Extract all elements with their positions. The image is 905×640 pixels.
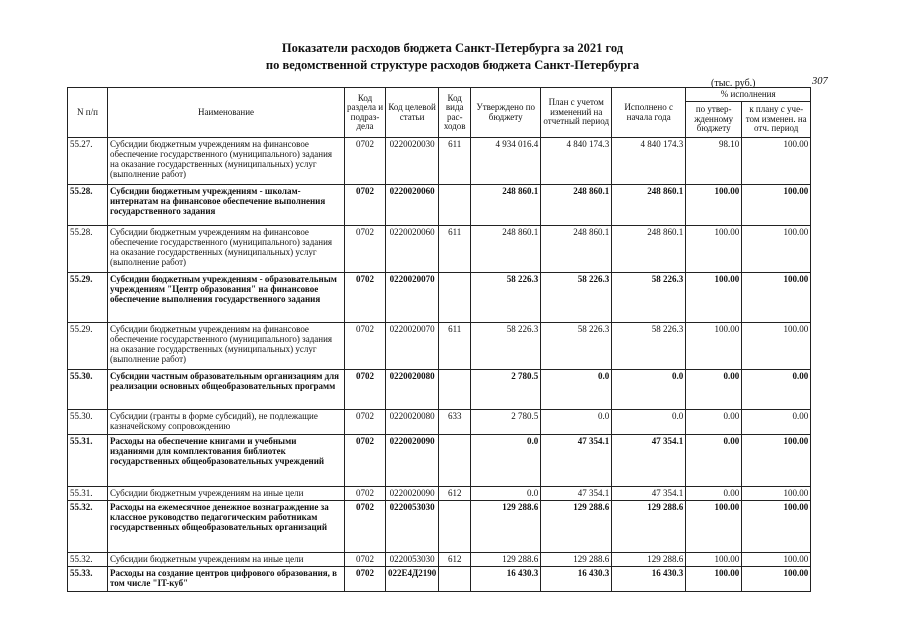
row-section-code: 0702 [345, 273, 386, 323]
header-percent: % исполнения [686, 88, 811, 102]
row-executed: 16 430.3 [612, 567, 686, 592]
table-row [68, 435, 811, 487]
row-pct-plan: 100.00 [742, 226, 811, 273]
row-executed: 58 226.3 [612, 323, 686, 370]
row-executed: 47 354.1 [612, 487, 686, 501]
row-pct-approved: 0.00 [686, 410, 742, 435]
row-target-code: 0220020070 [386, 323, 439, 370]
row-section-code: 0702 [345, 567, 386, 592]
row-section-code: 0702 [345, 487, 386, 501]
row-number: 55.31. [68, 487, 108, 501]
report-subtitle: по ведомственной структуре расходов бюджета Санкт-Петербурга [265, 58, 640, 72]
row-target-code: 0220020070 [386, 273, 439, 323]
row-plan: 0.0 [541, 370, 612, 410]
row-name: Расходы на создание центров цифрового образования, в том числе "IT-куб" [108, 567, 345, 592]
row-pct-approved: 98.10 [686, 138, 742, 185]
row-approved: 129 288.6 [471, 553, 541, 567]
table-row [68, 370, 811, 410]
row-pct-approved: 0.00 [686, 370, 742, 410]
row-name: Субсидии бюджетным учреждениям на финансовое обеспечение государственного (муниципального) задания на оказание государственных (муниципальных) услуг (выполнение работ) [108, 226, 345, 273]
row-name: Субсидии бюджетным учреждениям на иные цели [108, 487, 345, 501]
table-row [68, 273, 811, 323]
row-pct-plan: 100.00 [742, 273, 811, 323]
row-executed: 58 226.3 [612, 273, 686, 323]
row-pct-plan: 100.00 [742, 435, 811, 487]
row-executed: 47 354.1 [612, 435, 686, 487]
row-executed: 4 840 174.3 [612, 138, 686, 185]
row-target-code: 022Е4Д2190 [386, 567, 439, 592]
table-row [68, 567, 811, 592]
header-num: N п/п [68, 88, 108, 138]
row-approved: 2 780.5 [471, 370, 541, 410]
row-plan: 4 840 174.3 [541, 138, 612, 185]
row-approved: 16 430.3 [471, 567, 541, 592]
row-plan: 248 860.1 [541, 185, 612, 226]
header-name: Наименование [108, 88, 345, 138]
header-pct-plan: к плану с уче-том изменен. на отч. период [742, 102, 811, 138]
row-pct-approved: 100.00 [686, 567, 742, 592]
row-pct-plan: 100.00 [742, 501, 811, 553]
row-expense-type-code [439, 370, 471, 410]
expenditure-table [67, 87, 811, 592]
row-name: Субсидии бюджетным учреждениям - школам-интернатам на финансовое обеспечение выполнения государственного задания [108, 185, 345, 226]
row-target-code: 0220020090 [386, 435, 439, 487]
row-executed: 248 860.1 [612, 226, 686, 273]
row-number: 55.30. [68, 370, 108, 410]
row-approved: 2 780.5 [471, 410, 541, 435]
row-pct-plan: 0.00 [742, 370, 811, 410]
row-number: 55.29. [68, 323, 108, 370]
units-label: (тыс. руб.) [711, 78, 756, 89]
row-section-code: 0702 [345, 185, 386, 226]
row-target-code: 0220020090 [386, 487, 439, 501]
row-number: 55.28. [68, 185, 108, 226]
row-approved: 0.0 [471, 487, 541, 501]
row-name: Расходы на ежемесячное денежное вознаграждение за классное руководство педагогическим работникам государственных общеобразовательных организаций [108, 501, 345, 553]
table-row [68, 226, 811, 273]
row-approved: 4 934 016.4 [471, 138, 541, 185]
table-row [68, 185, 811, 226]
row-plan: 58 226.3 [541, 273, 612, 323]
table-row [68, 553, 811, 567]
row-section-code: 0702 [345, 370, 386, 410]
row-pct-approved: 0.00 [686, 487, 742, 501]
row-number: 55.29. [68, 273, 108, 323]
row-plan: 58 226.3 [541, 323, 612, 370]
row-name: Расходы на обеспечение книгами и учебными изданиями для комплектования библиотек государственных общеобразовательных учреждений [108, 435, 345, 487]
row-number: 55.30. [68, 410, 108, 435]
header-section: Код раздела и подраз-дела [345, 88, 386, 138]
row-plan: 47 354.1 [541, 435, 612, 487]
row-pct-approved: 100.00 [686, 185, 742, 226]
table-body [68, 138, 811, 592]
row-pct-plan: 0.00 [742, 410, 811, 435]
row-section-code: 0702 [345, 553, 386, 567]
row-pct-plan: 100.00 [742, 487, 811, 501]
page-number: 307 [812, 76, 828, 87]
row-number: 55.33. [68, 567, 108, 592]
row-number: 55.28. [68, 226, 108, 273]
row-name: Субсидии бюджетным учреждениям на финансовое обеспечение государственного (муниципального) задания на оказание государственных (муниципальных) услуг (выполнение работ) [108, 138, 345, 185]
row-expense-type-code [439, 567, 471, 592]
row-approved: 248 860.1 [471, 226, 541, 273]
row-expense-type-code [439, 185, 471, 226]
table-row [68, 487, 811, 501]
row-pct-plan: 100.00 [742, 323, 811, 370]
row-section-code: 0702 [345, 226, 386, 273]
row-name: Субсидии бюджетным учреждениям - образовательным учреждениям "Центр образования" на финансовое обеспечение выполнения государственного задания [108, 273, 345, 323]
table-row [68, 501, 811, 553]
header-plan: План с учетом изменений на отчетный период [541, 88, 612, 138]
row-approved: 129 288.6 [471, 501, 541, 553]
row-section-code: 0702 [345, 410, 386, 435]
row-executed: 0.0 [612, 370, 686, 410]
row-pct-approved: 100.00 [686, 273, 742, 323]
header-pct-approved: по утвер-жденному бюджету [686, 102, 742, 138]
row-plan: 129 288.6 [541, 501, 612, 553]
row-pct-approved: 100.00 [686, 501, 742, 553]
row-approved: 0.0 [471, 435, 541, 487]
table-row [68, 138, 811, 185]
row-target-code: 0220020060 [386, 226, 439, 273]
row-section-code: 0702 [345, 138, 386, 185]
row-pct-plan: 100.00 [742, 185, 811, 226]
row-pct-approved: 0.00 [686, 435, 742, 487]
row-target-code: 0220020060 [386, 185, 439, 226]
row-number: 55.32. [68, 553, 108, 567]
header-done: Исполнено с начала года [612, 88, 686, 138]
row-plan: 47 354.1 [541, 487, 612, 501]
row-approved: 248 860.1 [471, 185, 541, 226]
row-number: 55.31. [68, 435, 108, 487]
row-expense-type-code: 612 [439, 487, 471, 501]
row-pct-plan: 100.00 [742, 138, 811, 185]
row-expense-type-code: 611 [439, 226, 471, 273]
row-executed: 129 288.6 [612, 553, 686, 567]
header-target: Код целевой статьи [386, 88, 439, 138]
row-section-code: 0702 [345, 435, 386, 487]
row-approved: 58 226.3 [471, 323, 541, 370]
row-pct-plan: 100.00 [742, 553, 811, 567]
row-target-code: 0220020030 [386, 138, 439, 185]
row-pct-plan: 100.00 [742, 567, 811, 592]
row-number: 55.32. [68, 501, 108, 553]
row-expense-type-code [439, 273, 471, 323]
header-type: Код вида рас-ходов [439, 88, 471, 138]
row-expense-type-code: 611 [439, 138, 471, 185]
row-expense-type-code [439, 435, 471, 487]
report-title: Показатели расходов бюджета Санкт-Петербурга за 2021 год [281, 41, 624, 55]
row-name: Субсидии частным образовательным организациям для реализации основных общеобразовательных программ [108, 370, 345, 410]
row-expense-type-code: 611 [439, 323, 471, 370]
row-executed: 0.0 [612, 410, 686, 435]
row-name: Субсидии (гранты в форме субсидий), не подлежащие казначейскому сопровождению [108, 410, 345, 435]
row-executed: 129 288.6 [612, 501, 686, 553]
row-number: 55.27. [68, 138, 108, 185]
row-plan: 0.0 [541, 410, 612, 435]
row-expense-type-code: 612 [439, 553, 471, 567]
row-pct-approved: 100.00 [686, 553, 742, 567]
row-target-code: 0220020080 [386, 410, 439, 435]
row-target-code: 0220053030 [386, 553, 439, 567]
row-pct-approved: 100.00 [686, 323, 742, 370]
table-row [68, 323, 811, 370]
row-plan: 129 288.6 [541, 553, 612, 567]
row-plan: 16 430.3 [541, 567, 612, 592]
row-approved: 58 226.3 [471, 273, 541, 323]
row-name: Субсидии бюджетным учреждениям на иные цели [108, 553, 345, 567]
row-section-code: 0702 [345, 323, 386, 370]
row-target-code: 0220020080 [386, 370, 439, 410]
header-approved: Утверждено по бюджету [471, 88, 541, 138]
row-target-code: 0220053030 [386, 501, 439, 553]
row-section-code: 0702 [345, 501, 386, 553]
row-plan: 248 860.1 [541, 226, 612, 273]
row-expense-type-code: 633 [439, 410, 471, 435]
row-expense-type-code [439, 501, 471, 553]
row-executed: 248 860.1 [612, 185, 686, 226]
row-name: Субсидии бюджетным учреждениям на финансовое обеспечение государственного (муниципального) задания на оказание государственных (муниципальных) услуг (выполнение работ) [108, 323, 345, 370]
row-pct-approved: 100.00 [686, 226, 742, 273]
table-row [68, 410, 811, 435]
